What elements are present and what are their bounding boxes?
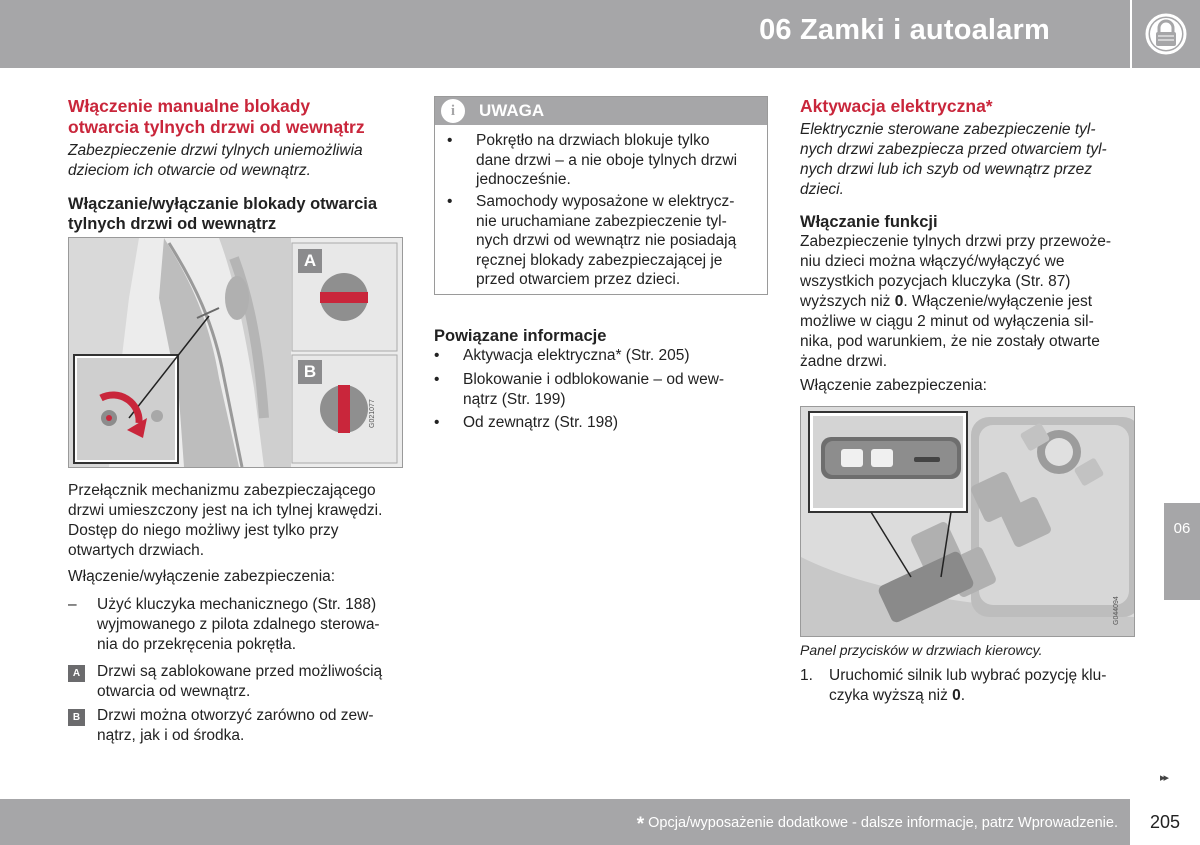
position-zero: 0 bbox=[952, 687, 961, 704]
text-line: Dostęp do niego możliwy jest tylko przy bbox=[68, 522, 339, 539]
intro-line1: Zabezpieczenie drzwi tylnych uniemożliwia bbox=[68, 142, 363, 159]
text-line: Uruchomić silnik lub wybrać pozycję klu- bbox=[829, 667, 1107, 684]
chapter-title: 06 Zamki i autoalarm bbox=[759, 14, 1050, 46]
text-line: możliwe w ciągu 2 minut od wyłączenia sil- bbox=[800, 313, 1094, 330]
text-line: nątrz, jak i od środka. bbox=[97, 727, 245, 744]
text-line: Użyć kluczyka mechanicznego (Str. 188) bbox=[97, 596, 377, 613]
text-line: otwartych drzwiach. bbox=[68, 542, 205, 559]
related-link-2[interactable] bbox=[434, 370, 764, 409]
marker-a: A bbox=[68, 665, 85, 682]
text-line bbox=[800, 292, 1140, 312]
right-heading: Aktywacja elektryczna* bbox=[800, 96, 993, 116]
right-intro bbox=[800, 120, 1140, 200]
text-line: żadne drzwi. bbox=[800, 353, 888, 370]
chapter-icon-box bbox=[1132, 0, 1200, 68]
link-text[interactable]: Aktywacja elektryczna* (Str. 205) bbox=[463, 347, 690, 364]
section-heading-line2: otwarcia tylnych drzwi od wewnątrz bbox=[68, 117, 365, 137]
next-page-arrows-icon[interactable]: ▸▸ bbox=[1160, 772, 1168, 784]
bullet: • bbox=[434, 414, 440, 431]
link-text[interactable]: Od zewnątrz (Str. 198) bbox=[463, 414, 619, 431]
text-line: nych drzwi od wewnątrz nie posiadają bbox=[476, 232, 737, 249]
footnote bbox=[637, 814, 1118, 836]
door-lock-figure bbox=[68, 237, 403, 468]
text-line: nych drzwi zabezpiecza przed otwarciem tyl- bbox=[800, 141, 1107, 158]
panel-label-a: A bbox=[298, 249, 322, 273]
text-line: Samochody wyposażone w elektrycz- bbox=[476, 193, 735, 210]
dash-item bbox=[68, 595, 408, 655]
text-line: Przełącznik mechanizmu zabezpieczającego bbox=[68, 482, 376, 499]
text-line: wyjmowanego z pilota zdalnego sterowa- bbox=[97, 616, 380, 633]
intro-line2: dzieciom ich otwarcie od wewnątrz. bbox=[68, 162, 311, 179]
warning-item-1 bbox=[447, 131, 757, 190]
text-line: nych drzwi lub ich szyb od wewnątrz przez bbox=[800, 161, 1093, 178]
marker-b: B bbox=[68, 709, 85, 726]
side-tab-label: 06 bbox=[1173, 520, 1191, 537]
right-paragraph bbox=[800, 232, 1140, 372]
text-line: Elektrycznie sterowane zabezpieczenie tyl- bbox=[800, 121, 1096, 138]
text-line: nie uruchamiane zabezpieczenie tyl- bbox=[476, 212, 727, 230]
subheading-line2: tylnych drzwi od wewnątrz bbox=[68, 215, 277, 233]
bullet: • bbox=[434, 371, 440, 388]
text-line: otwarcia od wewnątrz. bbox=[97, 683, 251, 700]
door-illustration bbox=[69, 238, 402, 467]
figure-code: G021077 bbox=[369, 399, 376, 428]
footer-bar bbox=[0, 799, 1130, 845]
text-line: wszystkich pozycjach kluczyka (Str. 87) bbox=[800, 273, 1071, 290]
warning-box bbox=[434, 96, 768, 295]
chapter-side-tab bbox=[1164, 503, 1200, 600]
driver-door-panel-figure bbox=[800, 406, 1135, 637]
text-line: Drzwi można otworzyć zarówno od zew- bbox=[97, 707, 374, 724]
text-line: ręcznej blokady zabezpieczającej je bbox=[476, 251, 723, 269]
bullet: • bbox=[447, 193, 453, 210]
text-line: Zabezpieczenie tylnych drzwi przy przewoże- bbox=[800, 233, 1111, 250]
text-line bbox=[829, 686, 1140, 706]
text-line: przed otwarciem przez dzieci. bbox=[476, 271, 681, 288]
panel-label-b: B bbox=[298, 360, 322, 384]
text-span: wyższych niż bbox=[800, 293, 895, 310]
info-icon: i bbox=[441, 99, 465, 123]
text-line: jednocześnie. bbox=[476, 171, 571, 188]
right-paragraph-enable: Włączenie zabezpieczenia: bbox=[800, 377, 987, 394]
right-subheading: Włączanie funkcji bbox=[800, 213, 938, 231]
related-link-1[interactable] bbox=[434, 346, 764, 366]
warning-item-2 bbox=[447, 192, 757, 290]
step-1 bbox=[800, 666, 1140, 706]
bullet: • bbox=[447, 132, 453, 149]
section-heading-line1: Włączenie manualne blokady bbox=[68, 96, 311, 116]
button-panel-illustration bbox=[801, 407, 1134, 636]
marker-item-b bbox=[68, 706, 408, 746]
text-line: dzieci. bbox=[800, 181, 844, 198]
text-line: dane drzwi – a nie oboje tylnych drzwi bbox=[476, 151, 738, 169]
bullet: • bbox=[434, 347, 440, 364]
marker-item-a bbox=[68, 662, 408, 702]
text-line: niu dzieci można włączyć/wyłączyć we bbox=[800, 253, 1065, 270]
dash-marker: – bbox=[68, 596, 77, 613]
figure-code: G044094 bbox=[1113, 596, 1120, 625]
page-number: 205 bbox=[1150, 812, 1181, 832]
paragraph-enable: Włączenie/wyłączenie zabezpieczenia: bbox=[68, 568, 336, 585]
figure-caption: Panel przycisków w drzwiach kierowcy. bbox=[800, 642, 1043, 658]
text-span: . bbox=[960, 687, 966, 704]
link-text[interactable]: nątrz (Str. 199) bbox=[463, 390, 566, 408]
header-bar bbox=[0, 0, 1130, 68]
text-line: drzwi umieszczony jest na ich tylnej krawędzi. bbox=[68, 502, 383, 519]
step-number: 1. bbox=[800, 667, 813, 684]
warning-header bbox=[435, 97, 767, 125]
position-zero: 0 bbox=[894, 293, 904, 310]
related-link-3[interactable] bbox=[434, 413, 764, 433]
text-line: nika, pod warunkiem, że nie zostały otwarte bbox=[800, 333, 1100, 350]
warning-title: UWAGA bbox=[479, 101, 545, 120]
text-line: nia do przekręcenia pokrętła. bbox=[97, 636, 297, 653]
link-text[interactable]: Blokowanie i odblokowanie – od wew- bbox=[463, 371, 725, 388]
text-span: czyka wyższą niż bbox=[829, 687, 953, 704]
text-line: Drzwi są zablokowane przed możliwością bbox=[97, 663, 383, 680]
related-heading: Powiązane informacje bbox=[434, 327, 607, 345]
subheading-line1: Włączanie/wyłączanie blokady otwarcia bbox=[68, 195, 378, 213]
padlock-icon bbox=[1144, 12, 1188, 56]
footnote-star: * bbox=[636, 814, 645, 835]
footnote-text: Opcja/wyposażenie dodatkowe - dalsze informacje, patrz Wprowadzenie. bbox=[648, 815, 1118, 831]
text-line: Pokrętło na drzwiach blokuje tylko bbox=[476, 132, 710, 149]
paragraph-switch bbox=[68, 481, 408, 561]
text-span: . Włączenie/wyłączenie jest bbox=[903, 293, 1093, 310]
